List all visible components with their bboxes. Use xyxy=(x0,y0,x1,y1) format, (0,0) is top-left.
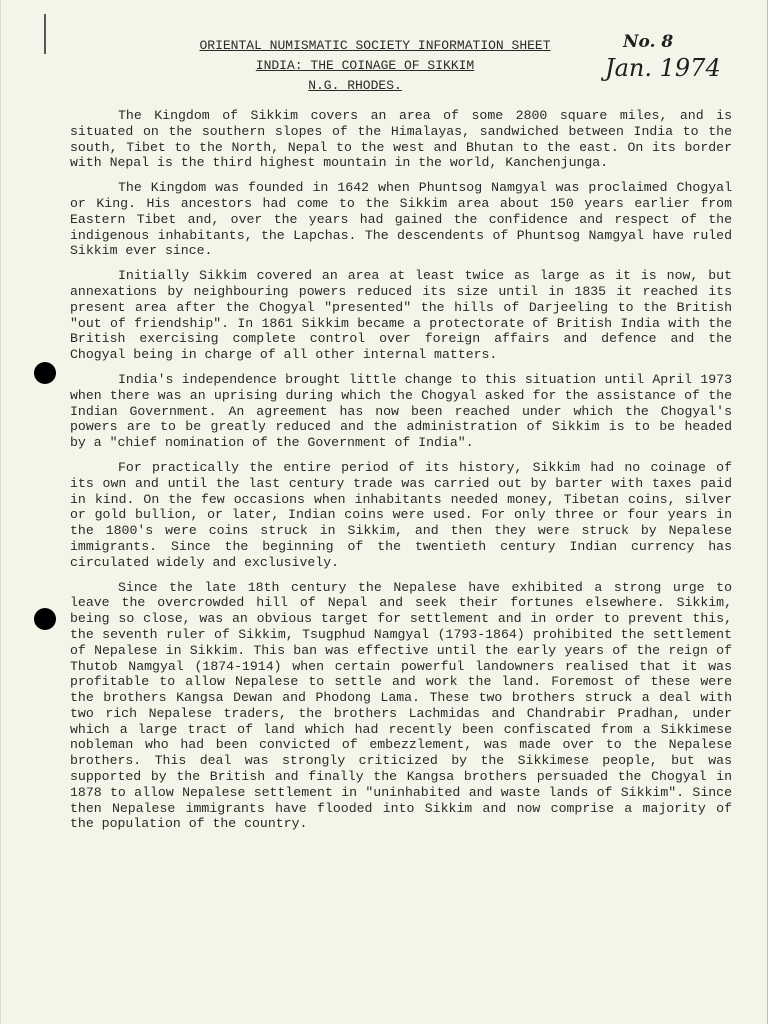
document-body xyxy=(70,108,732,841)
punch-hole-top xyxy=(34,362,56,384)
author-name: N.G. RHODES. xyxy=(308,78,402,93)
paragraph: For practically the entire period of its history, Sikkim had no coinage of its own and until the last century trade was carried out by barter with taxes paid in kind. On the few occasions when inhabitants needed money, Tibetan coins, silver or gold bullion, or later, Indian coins were used. For only three or four years in the 1800's were coins struck in Sikkim, and then they were struck by Nepalese immigrants. Since the beginning of the twentieth century Indian currency has circulated widely and exclusively. xyxy=(70,459,732,570)
punch-hole-bottom xyxy=(34,608,56,630)
document-title: INDIA: THE COINAGE OF SIKKIM xyxy=(255,58,475,73)
paragraph: The Kingdom of Sikkim covers an area of some 2800 square miles, and is situated on the southern slopes of the Himalayas, sandwiched between India to the south, Tibet to the North, Nepal to the west and Bhutan to the east. On its border with Nepal is the third highest mountain in the world, Kanchenjunga. xyxy=(70,108,732,171)
paragraph: India's independence brought little change to this situation until April 1973 when there was an uprising during which the Chogyal asked for the assistance of the Indian Government. An agreement has now been reached under which the Chogyal's powers are to be greatly reduced and the administration of Sikkim is to be headed by a "chief nomination of the Government of India". xyxy=(70,371,732,451)
paragraph: Initially Sikkim covered an area at least twice as large as it is now, but annexations by neighbouring powers reduced its size until in 1835 it reached its present area after the Chogyal "presented" the hills of Darjeeling to the British "out of friendship". In 1861 Sikkim became a protectorate of British India with the British exercising complete control over foreign affairs and defence and the Chogyal being in charge of all other internal matters. xyxy=(70,268,732,363)
paragraph: Since the late 18th century the Nepalese have exhibited a strong urge to leave the overcrowded hill of Nepal and seek their fortunes elsewhere. Sikkim, being so close, was an obvious target for settlement and in order to prevent this, the seventh ruler of Sikkim, Tsugphud Namgyal (1793-1864) prohibited the settlement of Nepalese in Sikkim. This ban was effective until the early years of the reign of Thutob Namgyal (1874-1914) when certain powerful landowners realised that it was profitable to allow Nepalese to settle and work the land. Foremost of these were the brothers Kangsa Dewan and Phodong Lama. These two brothers struck a deal with two rich Nepalese traders, the brothers Lachmidas and Chandrabir Pradhan, under which a large tract of land which had recently been confiscated from a Sikkimese nobleman who had been convicted of embezzlement, was made over to the Nepalese brothers. This deal was strongly criticized by the Sikkimese people, but was supported by the British and finally the Kangsa brothers persuaded the Chogyal in 1878 to allow Nepalese settlement in "uninhabited and waste lands of Sikkim". Since then Nepalese immigrants have flooded into Sikkim and now comprise a majority of the population of the country. xyxy=(70,579,732,832)
series-title: ORIENTAL NUMISMATIC SOCIETY INFORMATION SHEET xyxy=(199,38,551,53)
handwritten-date: Jan. 1974 xyxy=(605,54,721,82)
handwritten-sheet-number: No. 8 xyxy=(623,32,674,52)
paragraph: The Kingdom was founded in 1642 when Phuntsog Namgyal was proclaimed Chogyal or King. His ancestors had come to the Sikkim area about 150 years earlier from Eastern Tibet and, over the years had gained the confidence and respect of the indigenous inhabitants, the Lapchas. The descendents of Phuntsog Namgyal have ruled Sikkim ever since. xyxy=(70,180,732,259)
